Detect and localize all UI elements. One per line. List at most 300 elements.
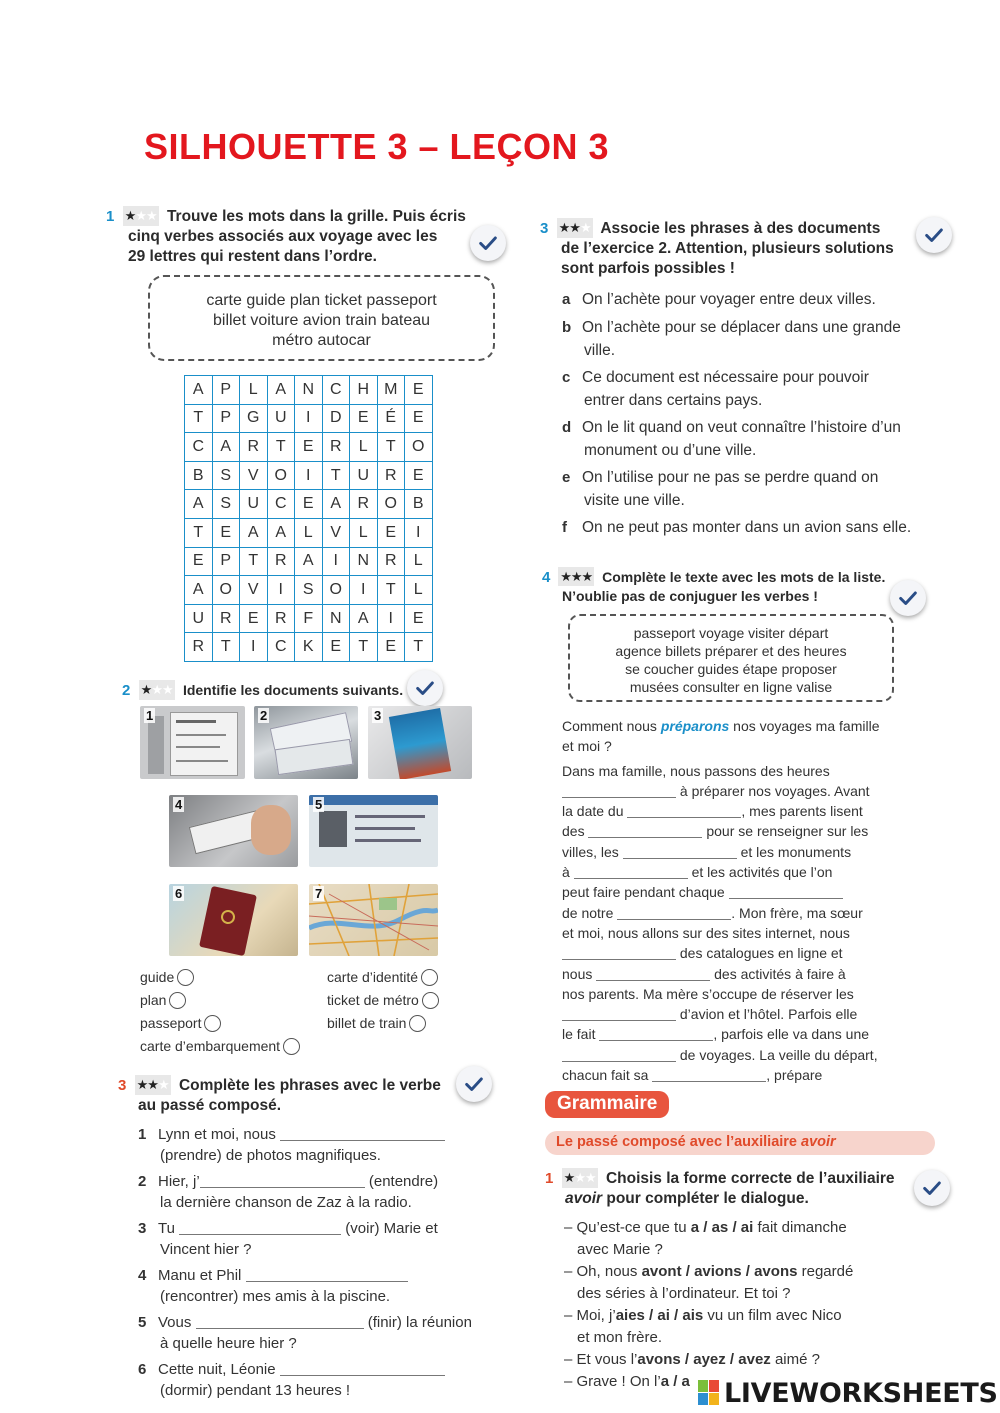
metro-ticket-photo (169, 795, 298, 867)
text-fragment: nos voyages ma famille (729, 718, 880, 734)
grid-cell[interactable]: L (295, 518, 323, 547)
word-list-line: se coucher guides étape proposer (625, 661, 837, 677)
grid-cell[interactable]: G (240, 404, 268, 433)
exercise-number: 2 (122, 682, 131, 699)
statement-text: monument ou d’une ville. (584, 442, 757, 459)
grammar-subheading (545, 1131, 935, 1155)
answer-option (140, 1015, 221, 1032)
answer-blank[interactable] (562, 946, 676, 960)
grid-cell[interactable]: U (267, 404, 295, 433)
answer-blank[interactable] (599, 1027, 713, 1041)
instruction-line: N’oublie pas de conjuguer les verbes ! (562, 588, 818, 604)
grid-cell[interactable]: R (267, 604, 295, 633)
sentence-text: (finir) la réunion (367, 1314, 472, 1331)
exercise-number: 4 (542, 569, 551, 586)
answer-blank[interactable] (562, 1048, 676, 1062)
answer-blank[interactable] (623, 845, 737, 859)
auxiliary-choice[interactable]: a / a (660, 1373, 690, 1390)
grid-cell[interactable]: T (322, 461, 350, 490)
check-answers-button[interactable] (890, 580, 926, 616)
grid-cell[interactable]: A (212, 433, 240, 462)
answer-blank[interactable] (200, 1174, 365, 1188)
text-fragment: Dans ma famille, nous passons des heures (562, 762, 830, 779)
grid-cell[interactable]: I (350, 576, 378, 605)
word-list-line: carte guide plan ticket passeport (206, 292, 437, 309)
answer-option (327, 1015, 426, 1032)
sentence-text: Hier, j’ (158, 1173, 200, 1190)
grid-cell[interactable]: C (267, 490, 295, 519)
dialogue-text: – Qu’est-ce que tu (564, 1219, 691, 1236)
statement-text: Ce document est nécessaire pour pouvoir (582, 369, 869, 386)
grid-cell[interactable]: I (322, 547, 350, 576)
subheading-text: avoir (801, 1134, 836, 1150)
dialogue-text: fait dimanche (753, 1219, 847, 1236)
grid-cell[interactable]: L (405, 547, 433, 576)
checkmark-icon (463, 1073, 485, 1095)
photo-number: 6 (175, 886, 183, 901)
check-answers-button[interactable] (456, 1066, 492, 1102)
exercise-3-associate-instruction (540, 218, 925, 279)
exercise-4-instruction (542, 567, 912, 606)
grid-cell[interactable]: I (240, 633, 268, 662)
boarding-pass-photo (140, 706, 245, 779)
grid-cell[interactable]: A (185, 490, 213, 519)
auxiliary-choice[interactable]: a / as / ai (690, 1219, 754, 1236)
answer-blank[interactable] (280, 1127, 445, 1141)
sentence-text: (entendre) (368, 1173, 439, 1190)
grid-cell[interactable]: É (377, 404, 405, 433)
grid-cell[interactable]: S (212, 490, 240, 519)
grid-cell[interactable]: I (377, 604, 405, 633)
sentence-text: Vincent hier ? (160, 1241, 252, 1258)
difficulty-stars: ★★★ (557, 218, 593, 238)
difficulty-stars: ★★★ (123, 206, 159, 226)
grid-cell[interactable]: O (377, 490, 405, 519)
check-answers-button[interactable] (407, 670, 443, 706)
item-number: 4 (138, 1267, 147, 1284)
dialogue-text: – Et vous l’ (564, 1351, 638, 1368)
answer-blank[interactable] (652, 1068, 766, 1082)
text-fragment: nous (562, 965, 593, 982)
text-fragment: d’avion et l’hôtel. Parfois elle (679, 1006, 858, 1023)
dialogue-text: – Oh, nous (564, 1263, 642, 1280)
grid-cell[interactable]: E (212, 518, 240, 547)
photo-number: 3 (374, 708, 382, 723)
word-list-line: métro autocar (272, 332, 371, 349)
sentence-text: Manu et Phil (158, 1267, 242, 1284)
statement-text: On ne peut pas monter dans un avion sans elle. (582, 519, 912, 536)
option-label: billet de train (327, 1015, 407, 1031)
grid-cell[interactable]: B (405, 490, 433, 519)
grid-cell[interactable]: R (267, 547, 295, 576)
word-list-line: agence billets préparer et des heures (615, 643, 847, 659)
sentence-text: la dernière chanson de Zaz à la radio. (160, 1194, 412, 1211)
checkmark-icon (414, 677, 436, 699)
grid-cell[interactable]: H (350, 376, 378, 405)
grid-cell[interactable]: P (212, 404, 240, 433)
grid-cell[interactable]: I (295, 461, 323, 490)
text-fragment: nos parents. Ma mère s’occupe de réserver les (562, 985, 854, 1002)
instruction-line: Complète le texte avec les mots de la liste. (602, 569, 886, 585)
grid-cell[interactable]: T (240, 547, 268, 576)
text-fragment: à préparer nos voyages. Avant (679, 782, 870, 799)
grid-cell[interactable]: R (185, 633, 213, 662)
sentence-text: (dormir) pendant 13 heures ! (160, 1382, 351, 1399)
sentence-item (138, 1124, 445, 1166)
text-fragment: . Mon frère, ma sœur (731, 904, 863, 921)
liveworksheets-logo-icon (698, 1380, 720, 1406)
grid-row (185, 633, 433, 662)
grid-cell[interactable]: E (295, 490, 323, 519)
option-label: plan (140, 992, 167, 1008)
item-letter: d (562, 419, 572, 436)
grid-cell[interactable]: F (295, 604, 323, 633)
grid-cell[interactable]: E (377, 633, 405, 662)
dialogue-text: et mon frère. (577, 1329, 663, 1346)
dialogue-text: des séries à l’ordinateur. Et toi ? (577, 1285, 791, 1302)
answer-circle[interactable] (422, 992, 439, 1009)
grammar-exercise-1-instruction (545, 1168, 915, 1209)
answer-blank[interactable] (280, 1362, 445, 1376)
item-number: 5 (138, 1314, 147, 1331)
train-tickets-photo (254, 706, 358, 779)
grid-cell[interactable]: P (212, 376, 240, 405)
statement-text: On l’achète pour se déplacer dans une grande (582, 319, 901, 336)
text-fragment: de notre (562, 904, 614, 921)
item-letter: b (562, 319, 572, 336)
grid-cell[interactable]: R (377, 461, 405, 490)
answer-circle[interactable] (177, 969, 194, 986)
grid-cell[interactable]: L (405, 576, 433, 605)
statement-text: visite une ville. (584, 492, 685, 509)
page-title: SILHOUETTE 3 – LEÇON 3 (144, 126, 610, 167)
checkmark-icon (923, 224, 945, 246)
word-list-line: passeport voyage visiter départ (633, 625, 829, 641)
grid-cell[interactable]: T (377, 576, 405, 605)
sentence-text: Lynn et moi, nous (158, 1126, 276, 1143)
difficulty-stars: ★★★ (135, 1075, 171, 1095)
grid-row (185, 461, 433, 490)
sentence-text: (prendre) de photos magnifiques. (160, 1147, 381, 1164)
grid-cell[interactable]: T (405, 633, 433, 662)
grid-row (185, 518, 433, 547)
grid-cell[interactable]: O (322, 576, 350, 605)
grid-cell[interactable]: S (295, 576, 323, 605)
exercise-1-instruction (106, 206, 501, 267)
grid-cell[interactable]: E (405, 604, 433, 633)
word-list-box (148, 275, 495, 361)
checkmark-icon (897, 587, 919, 609)
item-number: 1 (138, 1126, 147, 1143)
answer-blank[interactable] (627, 804, 741, 818)
instruction-line: Choisis la forme correcte de l’auxiliaire (605, 1170, 895, 1187)
text-fragment: des catalogues en ligne et (679, 945, 843, 962)
grid-cell[interactable]: R (350, 490, 378, 519)
statement-item (562, 466, 878, 512)
grid-cell[interactable]: E (350, 404, 378, 433)
answer-option (327, 992, 439, 1009)
grid-cell[interactable]: M (377, 376, 405, 405)
grid-row (185, 433, 433, 462)
grid-cell[interactable]: T (350, 633, 378, 662)
answer-circle[interactable] (409, 1015, 426, 1032)
text-fragment: des activités à faire à (714, 965, 846, 982)
grid-cell[interactable]: D (322, 404, 350, 433)
grid-row (185, 604, 433, 633)
grid-cell[interactable]: I (295, 404, 323, 433)
grid-cell[interactable]: R (377, 547, 405, 576)
grid-cell[interactable]: A (322, 490, 350, 519)
text-fragment: Comment nous (562, 718, 661, 734)
answer-circle[interactable] (421, 969, 438, 986)
difficulty-stars: ★★★ (562, 1168, 598, 1188)
exercise-number: 1 (106, 208, 115, 225)
item-number: 6 (138, 1361, 147, 1378)
grid-cell[interactable]: U (350, 461, 378, 490)
sentence-item (138, 1171, 438, 1213)
answer-option (140, 1038, 300, 1055)
grid-cell[interactable]: I (267, 576, 295, 605)
grammar-section-heading: Grammaire (545, 1091, 669, 1118)
text-fragment: chacun fait sa (562, 1067, 649, 1084)
item-letter: e (562, 469, 571, 486)
grid-cell[interactable]: E (405, 376, 433, 405)
grid-cell[interactable]: K (295, 633, 323, 662)
item-number: 2 (138, 1173, 147, 1190)
text-fragment: , mes parents lisent (741, 803, 863, 820)
statement-item (562, 316, 901, 362)
grid-cell[interactable]: R (212, 604, 240, 633)
grid-cell[interactable]: L (240, 376, 268, 405)
answer-option (327, 969, 438, 986)
text-example-word: préparons (660, 718, 730, 734)
sentence-item (138, 1218, 438, 1260)
statement-item (562, 288, 876, 311)
instruction-line: cinq verbes associés aux voyage avec les (128, 228, 438, 245)
word-search-grid (184, 375, 433, 662)
text-fragment: des (562, 823, 585, 840)
text-fragment: et les activités que l’on (691, 864, 833, 881)
exercise-number: 3 (118, 1077, 127, 1094)
grid-cell[interactable]: O (267, 461, 295, 490)
answer-blank[interactable] (179, 1221, 341, 1235)
dialogue-text: regardé (797, 1263, 854, 1280)
text-fragment: , prépare (766, 1067, 823, 1084)
text-fragment: la date du (562, 803, 624, 820)
fill-in-text (562, 716, 922, 1085)
dialogue-text: vu un film avec Nico (703, 1307, 842, 1324)
grid-cell[interactable]: E (295, 433, 323, 462)
grid-cell[interactable]: C (267, 633, 295, 662)
check-answers-button[interactable] (470, 225, 506, 261)
difficulty-stars: ★★★ (139, 680, 175, 700)
grid-row (185, 576, 433, 605)
answer-blank[interactable] (729, 885, 843, 899)
grid-cell[interactable]: E (377, 518, 405, 547)
exercise-number: 3 (540, 220, 549, 237)
grid-cell[interactable]: R (322, 433, 350, 462)
grid-cell[interactable]: A (267, 518, 295, 547)
dialogue-text: – Moi, j’ (564, 1307, 616, 1324)
grid-cell[interactable]: T (185, 518, 213, 547)
passport-photo (169, 884, 298, 956)
answer-blank[interactable] (196, 1315, 364, 1329)
grid-cell[interactable]: V (322, 518, 350, 547)
photo-number: 2 (260, 708, 268, 723)
sentence-text: Tu (158, 1220, 175, 1237)
option-label: guide (140, 969, 175, 985)
check-answers-button[interactable] (916, 217, 952, 253)
word-list-line: billet voiture avion train bateau (212, 312, 431, 329)
text-fragment: pour se renseigner sur les (706, 823, 869, 840)
auxiliary-choice[interactable]: avons / ayez / avez (637, 1351, 771, 1368)
word-list-line: musées consulter en ligne valise (629, 679, 833, 695)
grid-cell[interactable]: V (240, 461, 268, 490)
sentence-text: Vous (158, 1314, 192, 1331)
grid-cell[interactable]: N (350, 547, 378, 576)
statement-item (562, 416, 901, 462)
sentence-item (138, 1359, 445, 1401)
option-label: carte d’identité (327, 969, 419, 985)
grid-cell[interactable]: L (350, 518, 378, 547)
grid-cell[interactable]: C (322, 376, 350, 405)
text-fragment: , parfois elle va dans une (713, 1026, 870, 1043)
dialogue (564, 1217, 934, 1393)
sentence-text: à quelle heure hier ? (160, 1335, 297, 1352)
grid-cell[interactable]: A (185, 376, 213, 405)
sentence-text: (rencontrer) mes amis à la piscine. (160, 1288, 391, 1305)
grid-cell[interactable]: O (405, 433, 433, 462)
answer-option (140, 969, 194, 986)
instruction-line: Trouve les mots dans la grille. Puis écris (166, 208, 466, 225)
grid-cell[interactable]: R (240, 433, 268, 462)
item-number: 3 (138, 1220, 147, 1237)
grid-cell[interactable]: E (322, 633, 350, 662)
grid-cell[interactable]: L (350, 433, 378, 462)
statement-text: On le lit quand on veut connaître l’histoire d’un (582, 419, 901, 436)
photo-number: 5 (315, 797, 323, 812)
grid-cell[interactable]: A (350, 604, 378, 633)
answer-blank[interactable] (596, 967, 710, 981)
identity-card-photo (309, 795, 438, 867)
instruction-line: 29 lettres qui restent dans l’ordre. (128, 248, 377, 265)
grid-cell[interactable]: E (240, 604, 268, 633)
photo-number: 7 (315, 886, 323, 901)
answer-blank[interactable] (617, 906, 731, 920)
exercise-number: 1 (545, 1170, 554, 1187)
instruction-line: de l’exercice 2. Attention, plusieurs solutions (561, 240, 894, 257)
instruction-line: au passé composé. (138, 1097, 282, 1114)
auxiliary-choice[interactable]: avont / avions / avons (641, 1263, 798, 1280)
grid-cell[interactable]: E (405, 404, 433, 433)
grid-cell[interactable]: A (295, 547, 323, 576)
answer-blank[interactable] (246, 1268, 408, 1282)
grid-row (185, 547, 433, 576)
grid-cell[interactable]: V (240, 576, 268, 605)
grid-cell[interactable]: B (185, 461, 213, 490)
grid-cell[interactable]: A (240, 518, 268, 547)
instruction-line: sont parfois possibles ! (561, 260, 735, 277)
answer-blank[interactable] (588, 824, 702, 838)
dialogue-text: – Grave ! On l’ (564, 1373, 661, 1390)
sentence-item (138, 1265, 408, 1307)
statement-text: On l’achète pour voyager entre deux villes. (582, 291, 876, 308)
grid-row (185, 404, 433, 433)
photo-number: 1 (146, 708, 154, 723)
statement-text: On l’utilise pour ne pas se perdre quand on (582, 469, 879, 486)
sentence-text: Cette nuit, Léonie (158, 1361, 276, 1378)
answer-circle[interactable] (204, 1015, 221, 1032)
answer-blank[interactable] (562, 784, 676, 798)
statement-text: entrer dans certains pays. (584, 392, 763, 409)
answer-circle[interactable] (169, 992, 186, 1009)
checkmark-icon (477, 232, 499, 254)
answer-blank[interactable] (562, 1007, 676, 1021)
city-map-photo (309, 884, 438, 956)
photo-number: 4 (175, 797, 183, 812)
text-fragment: et les monuments (740, 843, 852, 860)
answer-circle[interactable] (283, 1038, 300, 1055)
grid-cell[interactable]: C (185, 433, 213, 462)
difficulty-stars: ★★★ (560, 569, 593, 584)
grid-cell[interactable]: T (377, 433, 405, 462)
text-fragment: à (562, 864, 570, 881)
answer-blank[interactable] (574, 865, 688, 879)
grid-cell[interactable]: T (212, 633, 240, 662)
grid-cell[interactable]: I (405, 518, 433, 547)
instruction-line: Complète les phrases avec le verbe (178, 1077, 441, 1094)
exercise-3-instruction (118, 1075, 441, 1116)
grid-cell[interactable]: T (185, 404, 213, 433)
instruction-line: Associe les phrases à des documents (600, 220, 881, 237)
guidebook-photo (368, 706, 472, 779)
option-label: ticket de métro (327, 992, 419, 1008)
grid-cell[interactable]: A (267, 376, 295, 405)
text-fragment: de voyages. La veille du départ, (679, 1046, 878, 1063)
sentence-item (138, 1312, 472, 1354)
text-fragment: villes, les (562, 843, 619, 860)
grid-cell[interactable]: O (212, 576, 240, 605)
check-answers-button[interactable] (914, 1170, 950, 1206)
grid-cell[interactable]: U (240, 490, 268, 519)
grid-row (185, 490, 433, 519)
exercise-2-instruction (122, 680, 403, 701)
grid-row (185, 376, 433, 405)
grid-cell[interactable]: U (185, 604, 213, 633)
text-fragment: et moi ? (562, 738, 612, 755)
grid-cell[interactable]: E (185, 547, 213, 576)
sentence-text: (voir) Marie et (345, 1220, 438, 1237)
option-label: passeport (140, 1015, 202, 1031)
subheading-text: Le passé composé avec l’auxiliaire (556, 1134, 802, 1150)
option-label: carte d’embarquement (140, 1038, 281, 1054)
grid-cell[interactable]: T (267, 433, 295, 462)
grid-cell[interactable]: S (212, 461, 240, 490)
statement-item (562, 366, 869, 412)
grid-cell[interactable]: N (322, 604, 350, 633)
auxiliary-choice[interactable]: aies / ai / ais (615, 1307, 704, 1324)
grid-cell[interactable]: A (185, 576, 213, 605)
dialogue-text: avec Marie ? (577, 1241, 663, 1258)
grid-cell[interactable]: N (295, 376, 323, 405)
text-fragment: et moi, nous allons sur des sites internet, nous (562, 924, 850, 941)
instruction-line: Identifie les documents suivants. (182, 682, 404, 698)
grid-cell[interactable]: E (405, 461, 433, 490)
grid-cell[interactable]: P (212, 547, 240, 576)
text-fragment: le fait (562, 1026, 596, 1043)
statement-text: ville. (584, 342, 616, 359)
instruction-emphasis: avoir (565, 1190, 603, 1207)
